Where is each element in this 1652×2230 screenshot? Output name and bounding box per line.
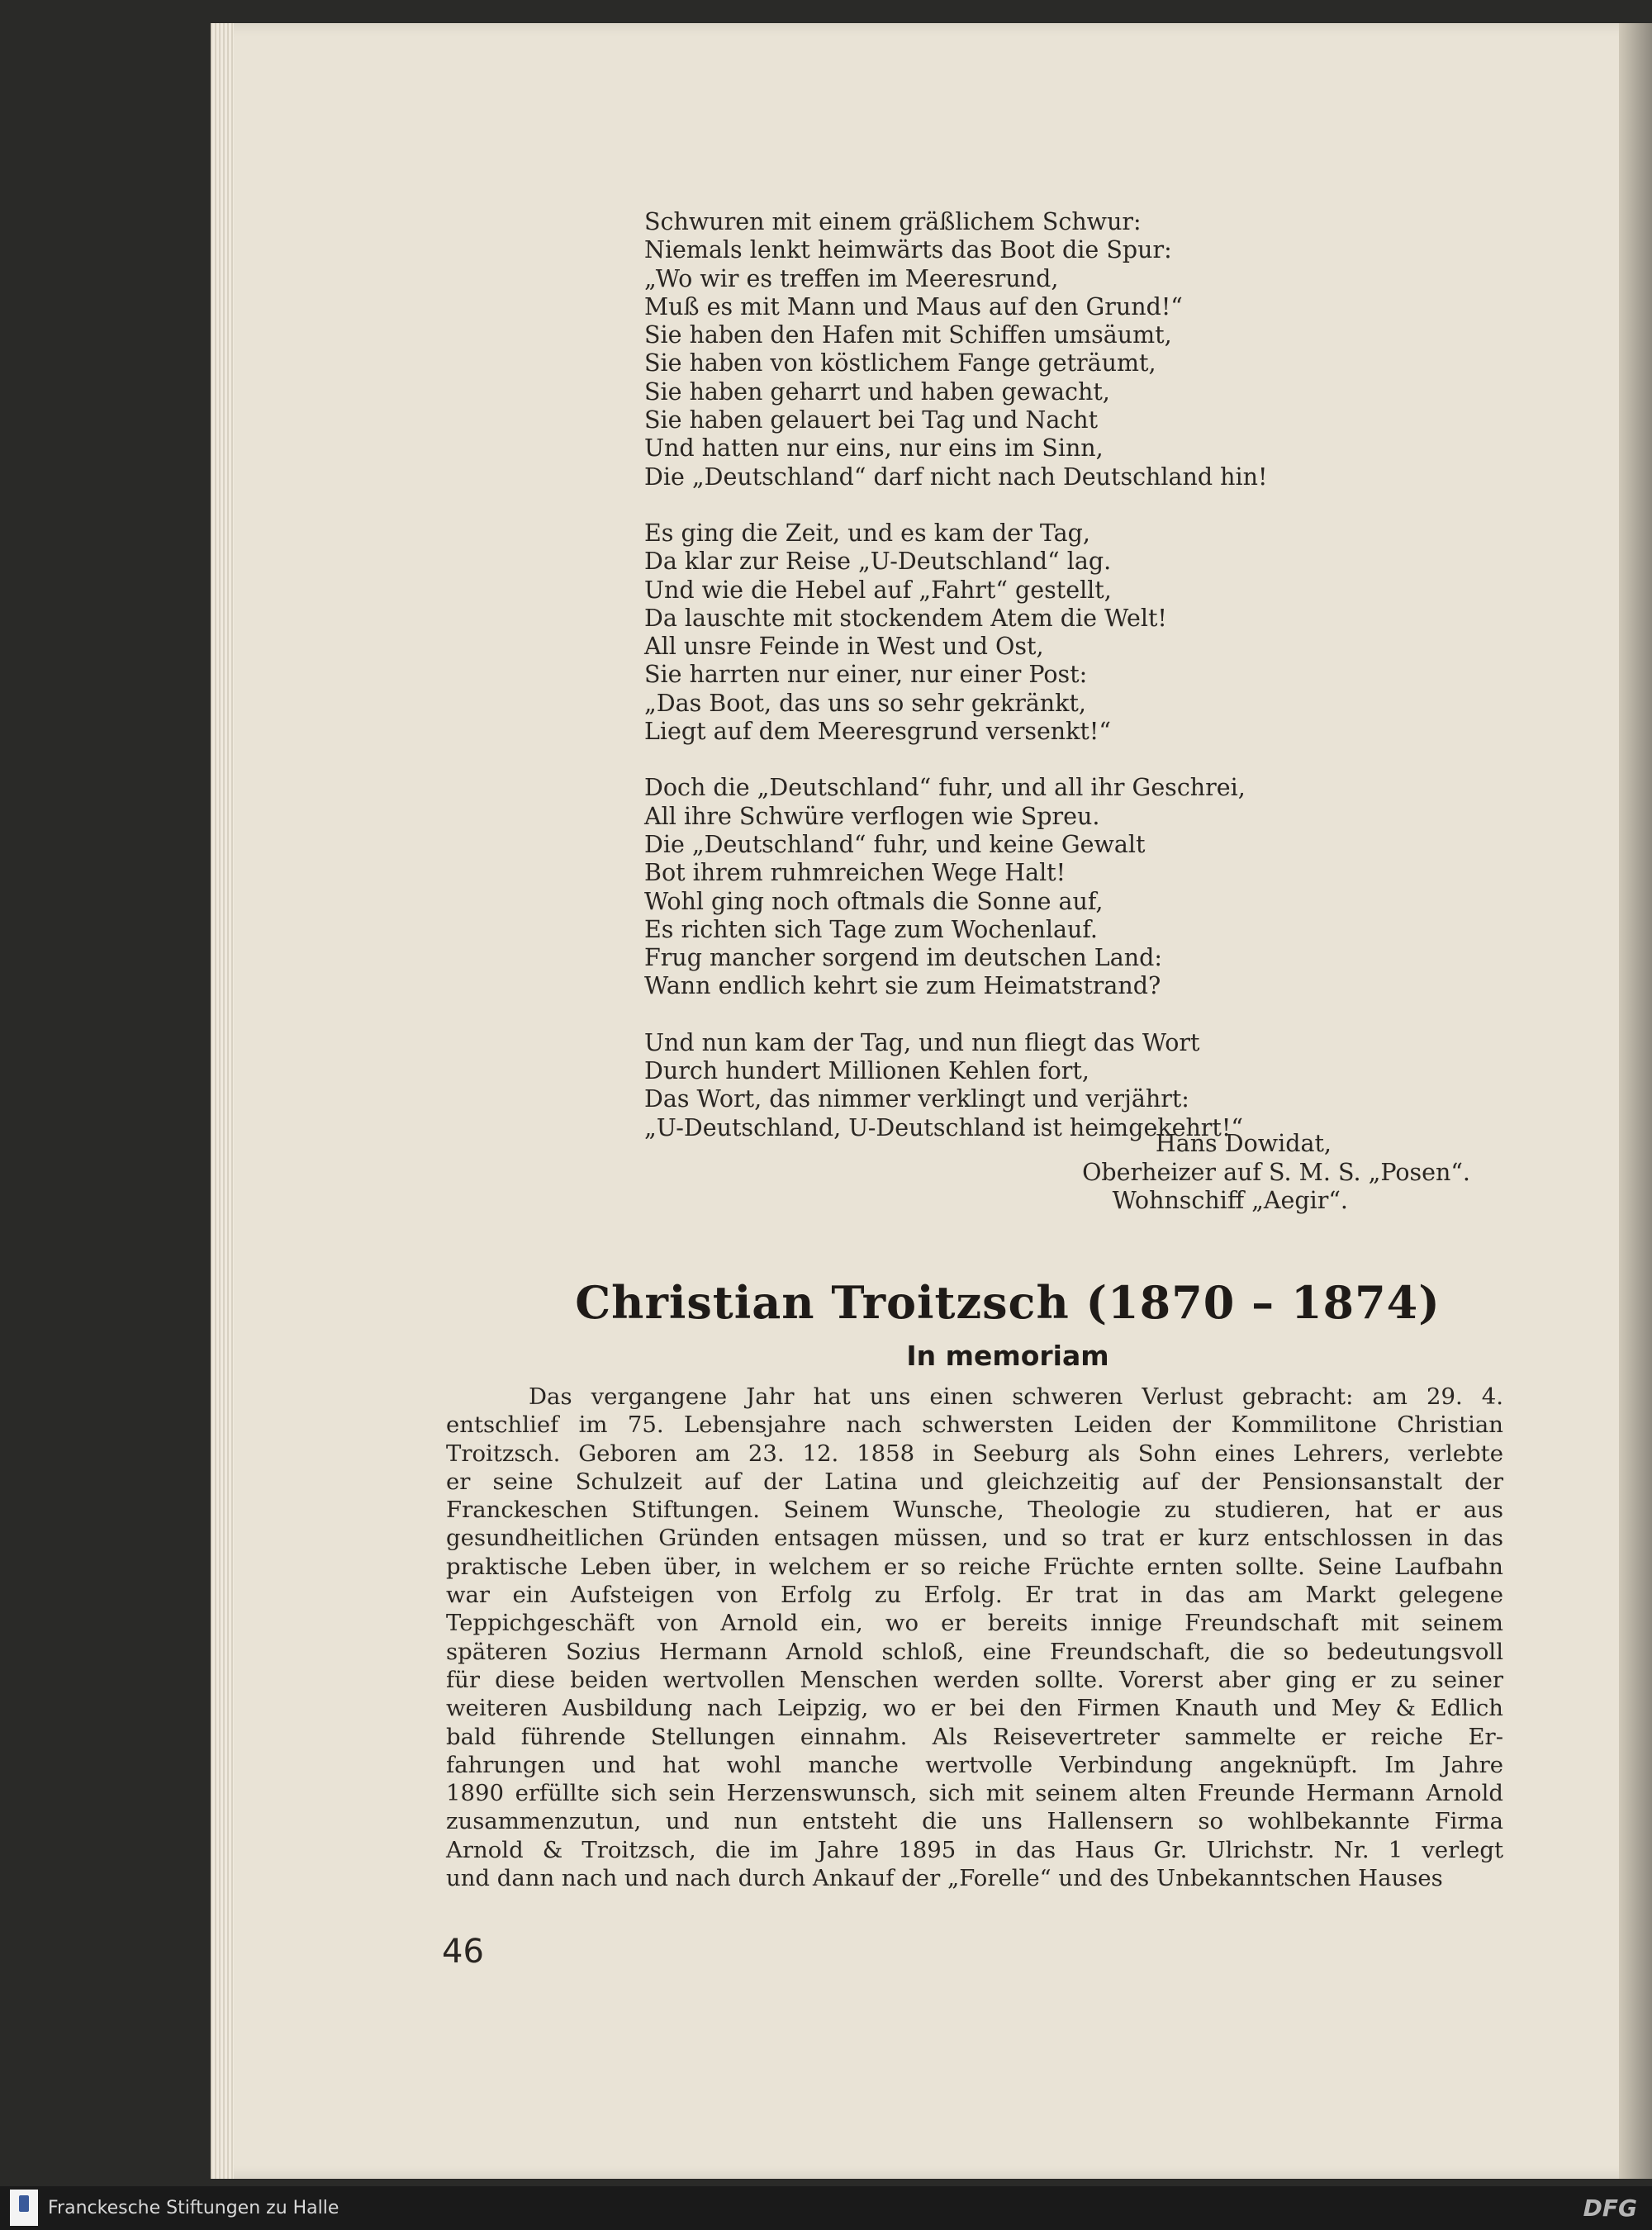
signature-name: Hans Dowidat, [1155, 1130, 1332, 1157]
article-line: Das vergangene Jahr hat uns einen schweren Verlust gebracht: am 29. 4. [529, 1383, 1503, 1410]
article-line: er seine Schulzeit auf der Latina und gleichzeitig auf der Pensionsanstalt der [446, 1468, 1503, 1495]
poem-line: „U-Deutschland, U-Deutschland ist heimgekehrt!“ [644, 1113, 1243, 1141]
viewer-footer [0, 2186, 1652, 2230]
poem-line: Sie harrten nur einer, nur einer Post: [644, 661, 1088, 689]
poem-line: Und nun kam der Tag, und nun fliegt das Wort [644, 1028, 1200, 1056]
poem-line: Durch hundert Millionen Kehlen fort, [644, 1057, 1089, 1085]
poem-line: Die „Deutschland“ fuhr, und keine Gewalt [644, 830, 1146, 858]
article-line: Franckeschen Stiftungen. Seinem Wunsche, Theologie zu studieren, hat er aus [446, 1497, 1503, 1524]
poem-line: Und wie die Hebel auf „Fahrt“ gestellt, [644, 576, 1112, 604]
poem-stanza [644, 1029, 1371, 1142]
article-line: für diese beiden wertvollen Menschen werden sollte. Vorerst aber ging er zu seiner [446, 1666, 1503, 1693]
article-subheading: In memoriam [906, 1340, 1109, 1372]
page-gutter-shadow [1619, 23, 1652, 2179]
poem-line: Schwuren mit einem gräßlichem Schwur: [644, 208, 1142, 235]
article-body [446, 1383, 1503, 1892]
page-number: 46 [442, 1933, 484, 1971]
article-line: Teppichgeschäft von Arnold ein, wo er bereits innige Freundschaft mit seinem [446, 1610, 1503, 1637]
poem-line: „Das Boot, das uns so sehr gekränkt, [644, 689, 1086, 717]
article-line: praktische Leben über, in welchem er so reiche Früchte ernten sollte. Seine Laufbahn [446, 1553, 1503, 1580]
poem-line: Die „Deutschland“ darf nicht nach Deutschland hin! [644, 463, 1268, 491]
article-line: entschlief im 75. Lebensjahre nach schwersten Leiden der Kommilitone Christian [446, 1412, 1503, 1439]
poem-line: Wohl ging noch oftmals die Sonne auf, [644, 887, 1104, 915]
article-line: war ein Aufsteigen von Erfolg zu Erfolg. Er trat in das am Markt gelegene [446, 1582, 1503, 1609]
poem-line: Wann endlich kehrt sie zum Heimatstrand? [644, 972, 1161, 1000]
poem-line: Da lauschte mit stockendem Atem die Welt! [644, 604, 1167, 632]
poem-line: Bot ihrem ruhmreichen Wege Halt! [644, 859, 1066, 887]
poem [644, 208, 1371, 1170]
poem-stanza [644, 208, 1371, 491]
poem-line: Frug mancher sorgend im deutschen Land: [644, 944, 1162, 972]
poem-line: Das Wort, das nimmer verklingt und verjährt: [644, 1085, 1189, 1113]
article-line: gesundheitlichen Gründen entsagen müssen, und so trat er kurz entschlossen in das [446, 1525, 1503, 1552]
article-line: 1890 erfüllte sich sein Herzenswunsch, sich mit seinem alten Freunde Hermann Arnold [446, 1780, 1503, 1807]
poem-line: Liegt auf dem Meeresgrund versenkt!“ [644, 718, 1111, 746]
poem-line: Niemals lenkt heimwärts das Boot die Spur: [644, 236, 1172, 264]
poem-line: Sie haben geharrt und haben gewacht, [644, 377, 1110, 406]
signature-title: Oberheizer auf S. M. S. „Posen“. [1082, 1158, 1470, 1186]
poem-line: Sie haben von köstlichem Fange geträumt, [644, 349, 1156, 377]
poem-line: All unsre Feinde in West und Ost, [644, 633, 1044, 661]
institution-logo-icon[interactable] [10, 2190, 38, 2226]
poem-line: All ihre Schwüre verflogen wie Spreu. [644, 802, 1100, 830]
poem-signature [826, 1130, 1487, 1216]
page-edge [211, 23, 234, 2179]
article-line: weiteren Ausbildung nach Leipzig, wo er bei den Firmen Knauth und Mey & Edlich [446, 1695, 1503, 1722]
article-line: Arnold & Troitzsch, die im Jahre 1895 in das Haus Gr. Ulrichstr. Nr. 1 verlegt [446, 1836, 1503, 1863]
poem-line: Es ging die Zeit, und es kam der Tag, [644, 519, 1090, 547]
signature-ship: Wohnschiff „Aegir“. [1112, 1187, 1348, 1214]
poem-line: Doch die „Deutschland“ fuhr, und all ihr Geschrei, [644, 774, 1246, 802]
poem-line: Und hatten nur eins, nur eins im Sinn, [644, 434, 1104, 463]
logo-mark [19, 2195, 29, 2212]
article-line: bald führende Stellungen einnahm. Als Reisevertreter sammelte er reiche Er- [446, 1723, 1503, 1750]
article-line: zusammenzutun, und nun entsteht die uns Hallensern so wohlbekannte Firma [446, 1808, 1503, 1835]
poem-line: „Wo wir es treffen im Meeresrund, [644, 264, 1059, 292]
poem-line: Da klar zur Reise „U-Deutschland“ lag. [644, 548, 1112, 576]
institution-name[interactable]: Franckesche Stiftungen zu Halle [48, 2198, 339, 2218]
article-line: und dann nach und nach durch Ankauf der „Forelle“ und des Unbekanntschen Hauses [446, 1865, 1443, 1892]
poem-line: Es richten sich Tage zum Wochenlauf. [644, 915, 1098, 943]
article-line: fahrungen und hat wohl manche wertvolle Verbindung angeknüpft. Im Jahre [446, 1751, 1503, 1778]
article-line: Troitzsch. Geboren am 23. 12. 1858 in Seeburg als Sohn eines Lehrers, verlebte [446, 1440, 1503, 1467]
poem-stanza [644, 520, 1371, 746]
poem-line: Sie haben gelauert bei Tag und Nacht [644, 406, 1099, 434]
poem-line: Muß es mit Mann und Maus auf den Grund!“ [644, 292, 1183, 320]
dfg-logo[interactable]: DFG [1583, 2194, 1637, 2222]
poem-stanza [644, 774, 1371, 1000]
poem-line: Sie haben den Hafen mit Schiffen umsäumt, [644, 321, 1172, 349]
article-line: späteren Sozius Hermann Arnold schloß, eine Freundschaft, die so bedeutungsvoll [446, 1638, 1503, 1665]
article-heading: Christian Troitzsch (1870 – 1874) [575, 1276, 1441, 1329]
